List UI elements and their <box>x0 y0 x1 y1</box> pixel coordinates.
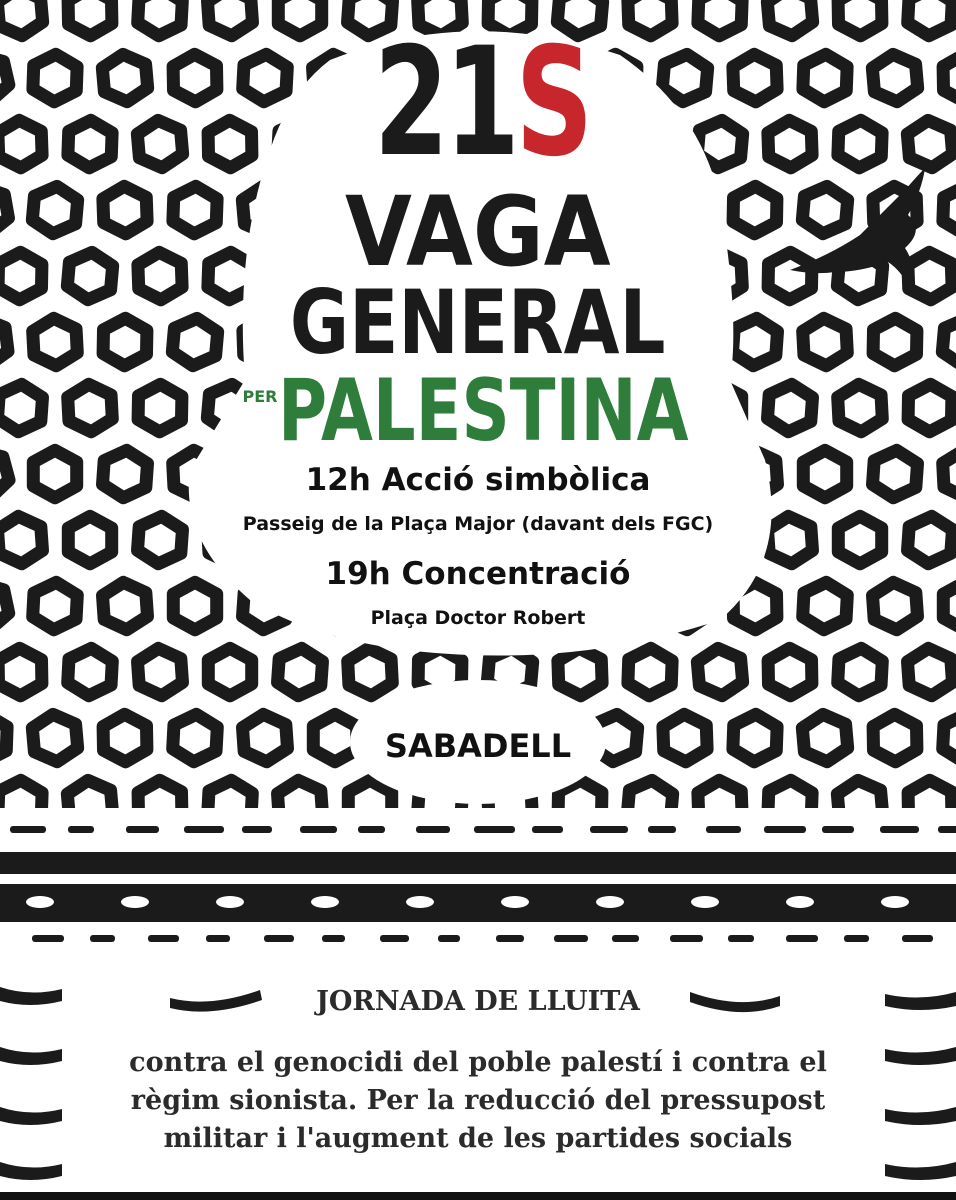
band-dash <box>358 826 385 833</box>
band-dash <box>416 826 450 833</box>
net-cell <box>907 647 954 697</box>
band-dash <box>148 935 179 942</box>
net-cell <box>0 50 11 106</box>
net-cell <box>277 647 324 697</box>
net-cell <box>768 648 812 696</box>
band-dash <box>68 826 94 833</box>
net-cell <box>627 648 672 697</box>
cause-description: contra el genocidi del poble palestí i contra el règim sionista. Per la reducció del pressupost militar i l'augment de les partides socials <box>129 1047 827 1154</box>
net-cell <box>837 120 882 169</box>
band-dash <box>706 826 741 833</box>
date-heading <box>137 16 825 190</box>
band-dash <box>532 826 563 833</box>
struggle-heading: JORNADA DE LLUITA <box>316 986 640 1017</box>
net-cell <box>67 120 112 169</box>
date-letter: S <box>515 16 589 190</box>
net-cell <box>0 0 44 38</box>
title-per: PER <box>242 387 278 406</box>
band-dash <box>184 826 224 833</box>
net-cell <box>67 647 113 697</box>
band-dash <box>10 826 46 833</box>
band-dash <box>496 935 524 942</box>
band-dash <box>474 826 515 833</box>
band-notch <box>311 896 339 908</box>
band-notch <box>786 896 814 908</box>
net-cell <box>0 120 43 169</box>
net-cell <box>696 646 743 697</box>
net-cell <box>32 317 78 367</box>
band-dash <box>648 826 676 833</box>
title-general: GENERAL <box>289 271 666 374</box>
band-dash <box>438 935 460 942</box>
band-dash <box>786 935 818 942</box>
net-cell <box>873 318 917 366</box>
band-notch <box>121 896 149 908</box>
band-notch <box>501 896 529 908</box>
band-bar <box>0 852 956 874</box>
net-cell <box>68 0 112 36</box>
band-dash <box>880 826 919 833</box>
title-vaga: VAGA <box>344 176 611 288</box>
band-notch <box>406 896 434 908</box>
band-dash <box>264 935 294 942</box>
net-cell <box>0 648 42 696</box>
band-dash <box>300 826 337 833</box>
net-cell <box>838 0 882 36</box>
city-label: SABADELL <box>384 727 572 765</box>
band-dash <box>844 935 869 942</box>
band-notch <box>26 896 54 908</box>
band-dash <box>938 826 956 833</box>
net-cell <box>908 384 952 432</box>
action-location: Passeig de la Plaça Major (davant dels FGC) <box>242 513 714 535</box>
action-time-title: 12h Acció simbòlica <box>305 462 651 498</box>
net-cell <box>557 648 602 697</box>
net-cell <box>907 0 953 37</box>
bottom-frame-line <box>0 1192 956 1200</box>
net-cell <box>907 252 952 301</box>
net-cell <box>0 252 42 300</box>
band-dash <box>728 935 754 942</box>
band-dash <box>32 935 64 942</box>
band-notch <box>596 896 624 908</box>
net-cell <box>0 383 43 433</box>
net-cell <box>942 186 956 235</box>
net-cell <box>767 383 814 433</box>
net-cell <box>906 118 953 169</box>
rally-location: Plaça Doctor Robert <box>370 607 586 629</box>
band-notch <box>691 896 719 908</box>
net-cell <box>0 183 11 237</box>
net-cell <box>871 52 918 103</box>
band-dash <box>902 935 933 942</box>
band-notch <box>881 896 909 908</box>
net-cell <box>941 316 956 367</box>
net-cell <box>943 54 956 102</box>
net-cell <box>208 648 251 696</box>
net-cell <box>67 383 113 433</box>
net-cell <box>837 647 883 697</box>
band-dash <box>822 826 854 833</box>
net-cell <box>138 384 182 432</box>
band-dash <box>206 935 230 942</box>
band-notch <box>216 896 244 908</box>
band-dash <box>90 935 115 942</box>
band-dash <box>590 826 628 833</box>
net-cell <box>32 54 77 103</box>
title-palestina: PALESTINA <box>278 361 689 461</box>
rally-time-title: 19h Concentració <box>325 556 631 592</box>
band-dash <box>612 935 639 942</box>
band-dash <box>554 935 588 942</box>
band-dash <box>670 935 703 942</box>
band-dash <box>126 826 159 833</box>
date-number: 21 <box>373 16 516 190</box>
net-cell <box>137 647 184 697</box>
band-dash <box>242 826 272 833</box>
net-cell <box>837 383 883 433</box>
band-dash <box>764 826 806 833</box>
band-dash <box>380 935 409 942</box>
net-cell <box>347 647 393 697</box>
band-dash <box>322 935 345 942</box>
net-cell <box>0 316 9 368</box>
